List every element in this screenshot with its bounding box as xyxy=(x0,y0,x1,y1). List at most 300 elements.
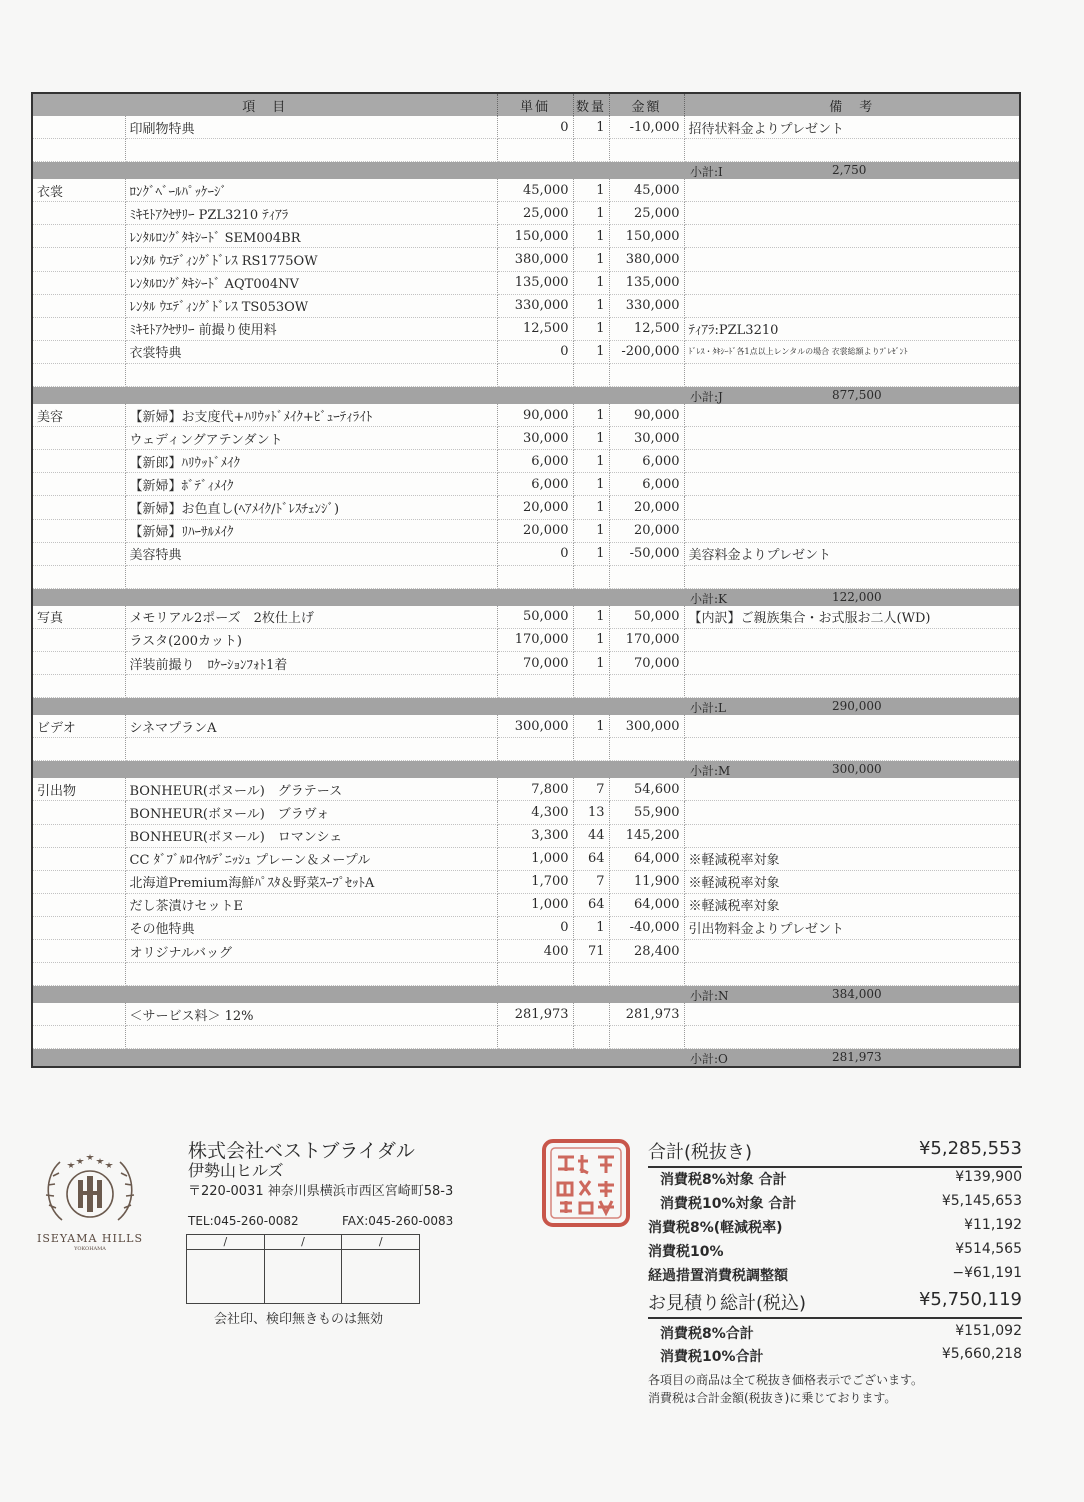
subtotal-spacer xyxy=(33,698,125,716)
row-unit-price xyxy=(497,675,573,698)
row-unit-price: 20,000 xyxy=(497,496,573,519)
subtotal-spacer xyxy=(125,698,497,716)
subtotal-value: 2,750 xyxy=(832,163,867,178)
row-item xyxy=(125,1026,497,1049)
row-unit-price: 7,800 xyxy=(497,778,573,801)
row-remarks xyxy=(684,450,1019,473)
row-remarks xyxy=(684,963,1019,986)
row-quantity: 1 xyxy=(573,404,609,427)
row-item xyxy=(125,738,497,761)
row-amount: -50,000 xyxy=(609,542,684,565)
row-category xyxy=(33,294,125,317)
subtotal-spacer xyxy=(609,387,684,405)
row-category xyxy=(33,963,125,986)
row-quantity: 7 xyxy=(573,778,609,801)
table-row xyxy=(33,427,1019,450)
table-row xyxy=(33,248,1019,271)
table-row xyxy=(33,271,1019,294)
row-amount: 281,973 xyxy=(609,1003,684,1026)
subtotal-spacer xyxy=(125,1049,497,1067)
table-header xyxy=(33,94,1019,116)
tax-notes xyxy=(648,1371,1022,1407)
row-category xyxy=(33,450,125,473)
row-category xyxy=(33,317,125,340)
row-amount: 30,000 xyxy=(609,427,684,450)
subtotal-cell xyxy=(684,162,1019,180)
table-row xyxy=(33,1003,1019,1026)
table-row xyxy=(33,179,1019,202)
row-amount: 12,500 xyxy=(609,317,684,340)
row-item: ﾚﾝﾀﾙﾛﾝｸﾞﾀｷｼｰﾄﾞ AQT004NV xyxy=(125,271,497,294)
stamp-cell xyxy=(342,1235,419,1303)
company-address: 〒220-0031 神奈川県横浜市西区宮崎町58-3 xyxy=(188,1184,454,1199)
subtotal-cell xyxy=(684,986,1019,1004)
row-item: ﾚﾝﾀﾙﾛﾝｸﾞﾀｷｼｰﾄﾞ SEM004BR xyxy=(125,225,497,248)
row-quantity: 1 xyxy=(573,116,609,139)
subtotal-row xyxy=(33,1049,1019,1067)
row-amount: 170,000 xyxy=(609,628,684,651)
subtotal-spacer xyxy=(609,761,684,779)
row-quantity: 1 xyxy=(573,628,609,651)
row-remarks: 招待状料金よりプレゼント xyxy=(684,116,1019,139)
row-unit-price xyxy=(497,139,573,162)
row-category xyxy=(33,542,125,565)
stamp-date: / xyxy=(265,1235,342,1250)
row-unit-price: 330,000 xyxy=(497,294,573,317)
row-remarks xyxy=(684,139,1019,162)
row-unit-price: 1,700 xyxy=(497,870,573,893)
row-remarks xyxy=(684,738,1019,761)
row-category xyxy=(33,363,125,386)
row-amount: 20,000 xyxy=(609,519,684,542)
row-quantity xyxy=(573,139,609,162)
table-row xyxy=(33,801,1019,824)
tax8-total-row: 消費税8%合計 ¥151,092 xyxy=(660,1323,1022,1342)
row-item: ﾛﾝｸﾞﾍﾞｰﾙﾊﾟｯｹｰｼﾞ xyxy=(125,179,497,202)
row-category xyxy=(33,519,125,542)
row-item: ﾚﾝﾀﾙ ｳｴﾃﾞｨﾝｸﾞﾄﾞﾚｽ TS053OW xyxy=(125,294,497,317)
row-category xyxy=(33,139,125,162)
stamp-note: 会社印、検印無きものは無効 xyxy=(214,1312,384,1327)
subtotal-value: 281,973 xyxy=(832,1050,882,1065)
subtotal-spacer xyxy=(33,588,125,606)
subtotal-spacer xyxy=(33,162,125,180)
row-category xyxy=(33,870,125,893)
subtotal-spacer xyxy=(573,986,609,1004)
row-remarks xyxy=(684,340,1019,363)
subtotal-spacer xyxy=(497,761,573,779)
row-quantity: 13 xyxy=(573,801,609,824)
row-remarks xyxy=(684,496,1019,519)
row-remarks xyxy=(684,202,1019,225)
row-item: ウェディングアテンダント xyxy=(125,427,497,450)
row-unit-price: 50,000 xyxy=(497,606,573,629)
row-item: CC ﾀﾞﾌﾞﾙﾛｲﾔﾙﾃﾞﾆｯｼｭ プレーン＆メープル xyxy=(125,847,497,870)
row-item xyxy=(125,963,497,986)
row-amount: 50,000 xyxy=(609,606,684,629)
subtotal-spacer xyxy=(497,387,573,405)
row-unit-price: 3,300 xyxy=(497,824,573,847)
row-item: 印刷物特典 xyxy=(125,116,497,139)
table-row xyxy=(33,963,1019,986)
row-unit-price xyxy=(497,963,573,986)
divider xyxy=(648,1317,1022,1319)
row-quantity: 1 xyxy=(573,916,609,939)
row-remarks xyxy=(684,628,1019,651)
row-amount: 6,000 xyxy=(609,473,684,496)
subtotal-spacer xyxy=(33,387,125,405)
tax8-row: 消費税8%(軽減税率) ¥11,192 xyxy=(648,1217,1022,1236)
subtotal-spacer xyxy=(497,698,573,716)
row-remarks: 美容料金よりプレゼント xyxy=(684,542,1019,565)
row-item: その他特典 xyxy=(125,916,497,939)
subtotal-spacer xyxy=(573,1049,609,1067)
row-category xyxy=(33,202,125,225)
table-row xyxy=(33,363,1019,386)
row-item: 【新婦】ﾎﾞﾃﾞｨﾒｲｸ xyxy=(125,473,497,496)
row-remarks xyxy=(684,801,1019,824)
row-category xyxy=(33,427,125,450)
row-amount: -10,000 xyxy=(609,116,684,139)
row-item: BONHEUR(ボヌール) ブラヴォ xyxy=(125,801,497,824)
row-remarks: 引出物料金よりプレゼント xyxy=(684,916,1019,939)
table-row xyxy=(33,675,1019,698)
table-row xyxy=(33,450,1019,473)
row-amount: 90,000 xyxy=(609,404,684,427)
row-amount xyxy=(609,963,684,986)
row-amount xyxy=(609,675,684,698)
row-quantity xyxy=(573,963,609,986)
row-remarks xyxy=(684,294,1019,317)
table-row xyxy=(33,778,1019,801)
row-amount: 45,000 xyxy=(609,179,684,202)
subtotal-value: 877,500 xyxy=(832,388,882,403)
table-row xyxy=(33,893,1019,916)
company-fax: FAX:045-260-0083 xyxy=(342,1214,454,1228)
row-item xyxy=(125,675,497,698)
row-amount: 11,900 xyxy=(609,870,684,893)
estimate-body xyxy=(33,116,1019,1066)
venue-name: 伊勢山ヒルズ xyxy=(188,1161,284,1180)
row-quantity xyxy=(573,363,609,386)
row-unit-price: 0 xyxy=(497,542,573,565)
row-item: オリジナルバッグ xyxy=(125,940,497,963)
row-item: ﾚﾝﾀﾙ ｳｴﾃﾞｨﾝｸﾞﾄﾞﾚｽ RS1775OW xyxy=(125,248,497,271)
row-quantity xyxy=(573,1003,609,1026)
row-amount xyxy=(609,363,684,386)
row-amount: 380,000 xyxy=(609,248,684,271)
row-category xyxy=(33,271,125,294)
table-row xyxy=(33,606,1019,629)
row-category xyxy=(33,824,125,847)
row-quantity xyxy=(573,1026,609,1049)
table-row xyxy=(33,473,1019,496)
row-item: BONHEUR(ボヌール) グラテース xyxy=(125,778,497,801)
row-category xyxy=(33,1026,125,1049)
row-unit-price: 4,300 xyxy=(497,801,573,824)
table-row xyxy=(33,496,1019,519)
row-amount: 54,600 xyxy=(609,778,684,801)
row-quantity: 1 xyxy=(573,248,609,271)
row-unit-price: 150,000 xyxy=(497,225,573,248)
row-quantity: 71 xyxy=(573,940,609,963)
subtotal-value: 384,000 xyxy=(832,987,882,1002)
table-row xyxy=(33,542,1019,565)
row-quantity: 1 xyxy=(573,294,609,317)
row-remarks xyxy=(684,225,1019,248)
subtotal-cell xyxy=(684,387,1019,405)
subtotal-label: 小計:M xyxy=(690,764,731,779)
row-item: 【新婦】お支度代+ﾊﾘｳｯﾄﾞﾒｲｸ+ﾋﾞｭｰﾃｨﾗｲﾄ xyxy=(125,404,497,427)
row-unit-price: 300,000 xyxy=(497,715,573,738)
row-quantity: 64 xyxy=(573,893,609,916)
row-quantity: 44 xyxy=(573,824,609,847)
row-category xyxy=(33,565,125,588)
row-item xyxy=(125,565,497,588)
subtotal-spacer xyxy=(609,588,684,606)
table-row xyxy=(33,565,1019,588)
row-remarks-small: ﾄﾞﾚｽ・ﾀｷｼｰﾄﾞ各1点以上レンタルの場合 衣裳総額よりﾌﾟﾚｾﾞﾝﾄ xyxy=(688,347,908,357)
row-quantity: 1 xyxy=(573,317,609,340)
estimate-sheet xyxy=(31,92,1021,1068)
table-row xyxy=(33,317,1019,340)
row-category: ビデオ xyxy=(33,715,125,738)
table-row xyxy=(33,824,1019,847)
row-amount xyxy=(609,565,684,588)
row-category xyxy=(33,940,125,963)
row-category xyxy=(33,916,125,939)
tax-note: 各項目の商品は全て税抜き価格表示でございます。 xyxy=(648,1373,924,1387)
table-row xyxy=(33,404,1019,427)
row-item: BONHEUR(ボヌール) ロマンシェ xyxy=(125,824,497,847)
row-unit-price: 45,000 xyxy=(497,179,573,202)
row-remarks xyxy=(684,473,1019,496)
tax8-target-row: 消費税8%対象 合計 ¥139,900 xyxy=(660,1169,1022,1188)
stamp-date: / xyxy=(342,1235,419,1250)
header-unit-price: 単価 xyxy=(497,94,573,116)
table-row xyxy=(33,940,1019,963)
row-item: 【新婦】ﾘﾊｰｻﾙﾒｲｸ xyxy=(125,519,497,542)
row-unit-price xyxy=(497,565,573,588)
row-unit-price: 90,000 xyxy=(497,404,573,427)
row-quantity: 1 xyxy=(573,496,609,519)
row-remarks xyxy=(684,271,1019,294)
row-unit-price: 70,000 xyxy=(497,651,573,674)
subtotal-cell xyxy=(684,698,1019,716)
table-row xyxy=(33,870,1019,893)
header-quantity: 数量 xyxy=(573,94,609,116)
row-amount: 300,000 xyxy=(609,715,684,738)
subtotal-spacer xyxy=(125,986,497,1004)
row-unit-price: 12,500 xyxy=(497,317,573,340)
row-amount: 55,900 xyxy=(609,801,684,824)
table-row xyxy=(33,225,1019,248)
row-quantity: 1 xyxy=(573,519,609,542)
subtotal-spacer xyxy=(573,761,609,779)
row-category xyxy=(33,1003,125,1026)
row-unit-price: 1,000 xyxy=(497,893,573,916)
row-remarks xyxy=(684,940,1019,963)
row-remarks xyxy=(684,1003,1019,1026)
crest-icon xyxy=(30,1146,150,1232)
row-remarks xyxy=(684,519,1019,542)
row-quantity: 1 xyxy=(573,473,609,496)
row-unit-price: 20,000 xyxy=(497,519,573,542)
row-unit-price: 380,000 xyxy=(497,248,573,271)
tax10-target-row: 消費税10%対象 合計 ¥5,145,653 xyxy=(660,1193,1022,1212)
company-name: 株式会社ベストブライダル xyxy=(188,1140,415,1162)
subtotal-label: 小計:I xyxy=(690,165,723,180)
row-amount: 64,000 xyxy=(609,847,684,870)
row-category xyxy=(33,116,125,139)
row-amount: 28,400 xyxy=(609,940,684,963)
subtotal-row xyxy=(33,698,1019,716)
row-quantity: 1 xyxy=(573,340,609,363)
table-row xyxy=(33,738,1019,761)
header-remarks: 備 考 xyxy=(684,94,1019,116)
subtotal-spacer xyxy=(125,162,497,180)
divider xyxy=(648,1166,1022,1168)
row-unit-price: 25,000 xyxy=(497,202,573,225)
row-category: 美容 xyxy=(33,404,125,427)
header-amount: 金額 xyxy=(609,94,684,116)
subtotal-spacer xyxy=(33,761,125,779)
row-quantity: 64 xyxy=(573,847,609,870)
row-quantity: 1 xyxy=(573,606,609,629)
estimate-table xyxy=(33,94,1019,1066)
subtotal-row xyxy=(33,162,1019,180)
approval-stamp-box xyxy=(186,1234,420,1304)
row-remarks xyxy=(684,715,1019,738)
row-remarks: ※軽減税率対象 xyxy=(684,847,1019,870)
row-remarks xyxy=(684,427,1019,450)
row-remarks xyxy=(684,565,1019,588)
table-row xyxy=(33,1026,1019,1049)
row-amount: 145,200 xyxy=(609,824,684,847)
row-amount: -200,000 xyxy=(609,340,684,363)
row-category xyxy=(33,496,125,519)
subtotal-spacer xyxy=(497,986,573,1004)
row-item: ＜サービス料＞ 12% xyxy=(125,1003,497,1026)
row-category xyxy=(33,801,125,824)
row-remarks: 【内訳】ご親族集合・お式服お二人(WD) xyxy=(684,606,1019,629)
subtotal-value: 122,000 xyxy=(832,589,882,604)
row-item: 【新婦】お色直し(ﾍｱﾒｲｸ/ﾄﾞﾚｽﾁｪﾝｼﾞ) xyxy=(125,496,497,519)
row-quantity xyxy=(573,565,609,588)
subtotal-cell xyxy=(684,588,1019,606)
row-amount xyxy=(609,139,684,162)
row-amount: 150,000 xyxy=(609,225,684,248)
row-amount: 135,000 xyxy=(609,271,684,294)
stamp-cell xyxy=(265,1235,343,1303)
row-unit-price: 6,000 xyxy=(497,450,573,473)
table-row xyxy=(33,519,1019,542)
row-item: ﾐｷﾓﾄｱｸｾｻﾘｰ 前撮り使用料 xyxy=(125,317,497,340)
row-amount: 6,000 xyxy=(609,450,684,473)
row-item xyxy=(125,363,497,386)
row-category xyxy=(33,893,125,916)
subtotal-spacer xyxy=(497,1049,573,1067)
row-remarks xyxy=(684,778,1019,801)
row-unit-price: 0 xyxy=(497,116,573,139)
subtotal-spacer xyxy=(573,698,609,716)
subtotal-cell xyxy=(684,1049,1019,1067)
logo-wordmark: ISEYAMA HILLS xyxy=(36,1232,144,1245)
row-remarks: ﾃｨｱﾗ:PZL3210 xyxy=(684,317,1019,340)
row-item: 衣裳特典 xyxy=(125,340,497,363)
row-remarks xyxy=(684,248,1019,271)
row-category: 引出物 xyxy=(33,778,125,801)
row-category xyxy=(33,738,125,761)
row-quantity: 1 xyxy=(573,450,609,473)
row-category xyxy=(33,847,125,870)
row-amount: 25,000 xyxy=(609,202,684,225)
row-item: だし茶漬けセットE xyxy=(125,893,497,916)
header-item: 項 目 xyxy=(33,94,497,116)
row-item: 美容特典 xyxy=(125,542,497,565)
row-category xyxy=(33,473,125,496)
row-category xyxy=(33,340,125,363)
stamp-date: / xyxy=(187,1235,264,1250)
table-row xyxy=(33,340,1019,363)
tax10-total-row: 消費税10%合計 ¥5,660,218 xyxy=(660,1346,1022,1365)
row-item: メモリアル2ポーズ 2枚仕上げ xyxy=(125,606,497,629)
subtotal-spacer xyxy=(125,588,497,606)
subtotal-spacer xyxy=(497,588,573,606)
table-row xyxy=(33,294,1019,317)
tax10-row: 消費税10% ¥514,565 xyxy=(648,1241,1022,1260)
row-quantity: 1 xyxy=(573,202,609,225)
subtotal-label: 小計:L xyxy=(690,701,727,716)
row-remarks xyxy=(684,651,1019,674)
subtotal-cell xyxy=(684,761,1019,779)
row-quantity xyxy=(573,675,609,698)
subtotal-spacer xyxy=(573,387,609,405)
subtotal-spacer xyxy=(573,162,609,180)
totals-panel xyxy=(648,1138,1022,1407)
table-row xyxy=(33,116,1019,139)
table-row xyxy=(33,628,1019,651)
table-row xyxy=(33,847,1019,870)
row-quantity: 1 xyxy=(573,179,609,202)
subtotal-label: 小計:O xyxy=(690,1052,728,1067)
iseyama-hills-logo xyxy=(30,1146,150,1256)
row-amount: -40,000 xyxy=(609,916,684,939)
subtotal-spacer xyxy=(609,1049,684,1067)
row-quantity: 7 xyxy=(573,870,609,893)
row-remarks: ※軽減税率対象 xyxy=(684,870,1019,893)
row-unit-price: 0 xyxy=(497,340,573,363)
row-unit-price: 281,973 xyxy=(497,1003,573,1026)
table-row xyxy=(33,916,1019,939)
row-amount: 330,000 xyxy=(609,294,684,317)
row-unit-price: 6,000 xyxy=(497,473,573,496)
row-item: ﾐｷﾓﾄｱｸｾｻﾘｰ PZL3210 ﾃｨｱﾗ xyxy=(125,202,497,225)
row-unit-price: 0 xyxy=(497,916,573,939)
subtotal-spacer xyxy=(33,1049,125,1067)
subtotal-value: 290,000 xyxy=(832,699,882,714)
company-seal-icon xyxy=(538,1135,634,1231)
row-item: ラスタ(200カット) xyxy=(125,628,497,651)
subtotal-label: 小計:K xyxy=(690,591,728,606)
row-amount xyxy=(609,1026,684,1049)
table-row xyxy=(33,139,1019,162)
row-item: 北海道Premium海鮮ﾊﾟｽﾀ＆野菜ｽｰﾌﾟｾｯﾄA xyxy=(125,870,497,893)
row-remarks xyxy=(684,179,1019,202)
row-unit-price xyxy=(497,1026,573,1049)
row-remarks: ※軽減税率対象 xyxy=(684,893,1019,916)
row-item: シネマプランA xyxy=(125,715,497,738)
